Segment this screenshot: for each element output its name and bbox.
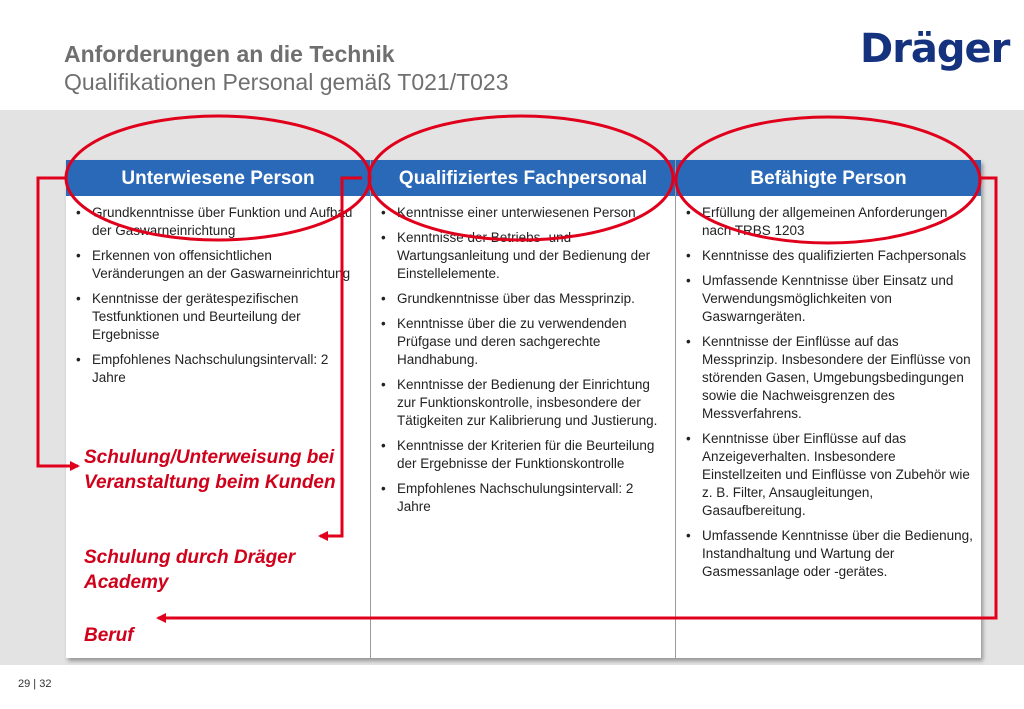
- arrow-right-bracket: [158, 178, 996, 618]
- annotation-profession: Beruf: [84, 625, 134, 646]
- column-heading: Befähigte Person: [676, 160, 981, 196]
- annotation-training-customer: Schulung/Unterweisung bei Veranstaltung beim Kunden: [84, 447, 336, 493]
- highlight-circle-unterwiesene: [66, 116, 370, 240]
- annotation-training-academy: Schulung durch Dräger Academy: [84, 547, 296, 593]
- list-item: • Empfohlenes Nachschulungsintervall: 2 Jahre: [92, 351, 360, 387]
- list-item: • Kenntnisse der Bedienung der Einrichtung zur Funktionskontrolle, insbesondere der Tätigkeiten zur Kalibrierung und Justierung.: [397, 376, 667, 430]
- list-item: • Kenntnisse der Kriterien für die Beurteilung der Ergebnisse der Funktionskontrolle: [397, 437, 667, 473]
- list-item: • Kenntnisse über die zu verwendenden Prüfgase und deren sachgerechte Handhabung.: [397, 315, 667, 369]
- highlight-circle-fachpersonal: [369, 116, 673, 240]
- list-item: • Kenntnisse der Einflüsse auf das Messprinzip. Insbesondere der Einflüsse von störenden Gasen, Umgebungsbedingungen sowie die Nachweisgrenzen des Messverfahrens.: [702, 333, 975, 423]
- highlight-circle-befaehigte: [676, 117, 980, 243]
- list-item: • Grundkenntnisse über das Messprinzip.: [397, 290, 667, 308]
- draeger-logo: Dräger: [860, 26, 1010, 72]
- list-item: • Empfohlenes Nachschulungsintervall: 2 Jahre: [397, 480, 667, 516]
- list-item: • Kenntnisse über Einflüsse auf das Anzeigeverhalten. Insbesondere Einstellzeiten und Einflüsse von Zubehör wie z. B. Filter, Ansaugleitungen, Gasaufbereitung.: [702, 430, 975, 520]
- title-line-1: Anforderungen an die Technik: [64, 41, 395, 67]
- list-item: • Erkennen von offensichtlichen Veränderungen an der Gaswarneinrichtung: [92, 247, 360, 283]
- column-heading: Unterwiesene Person: [66, 160, 370, 196]
- page-number: 29 | 32: [18, 678, 52, 690]
- list-item: • Grundkenntnisse über Funktion und Aufbau der Gaswarneinrichtung: [92, 204, 360, 240]
- list-item: • Erfüllung der allgemeinen Anforderungen nach TRBS 1203: [702, 204, 975, 240]
- list-item: • Kenntnisse der Betriebs- und Wartungsanleitung und der Bedienung der Einstellelemente.: [397, 229, 667, 283]
- arrow-left-bracket: [38, 178, 78, 466]
- list-item: • Umfassende Kenntnisse über Einsatz und Verwendungsmöglichkeiten von Gaswarngeräten.: [702, 272, 975, 326]
- arrow-middle-bracket: [320, 178, 362, 536]
- list-item: • Kenntnisse der gerätespezifischen Testfunktionen und Beurteilung der Ergebnisse: [92, 290, 360, 344]
- title-line-2: Qualifikationen Personal gemäß T021/T023: [64, 69, 509, 95]
- column-heading: Qualifiziertes Fachpersonal: [371, 160, 675, 196]
- list-item: • Umfassende Kenntnisse über die Bedienung, Instandhaltung und Wartung der Gasmessanlage oder -gerätes.: [702, 527, 975, 581]
- list-item: • Kenntnisse einer unterwiesenen Person: [397, 204, 667, 222]
- list-item: • Kenntnisse des qualifizierten Fachpersonals: [702, 247, 975, 265]
